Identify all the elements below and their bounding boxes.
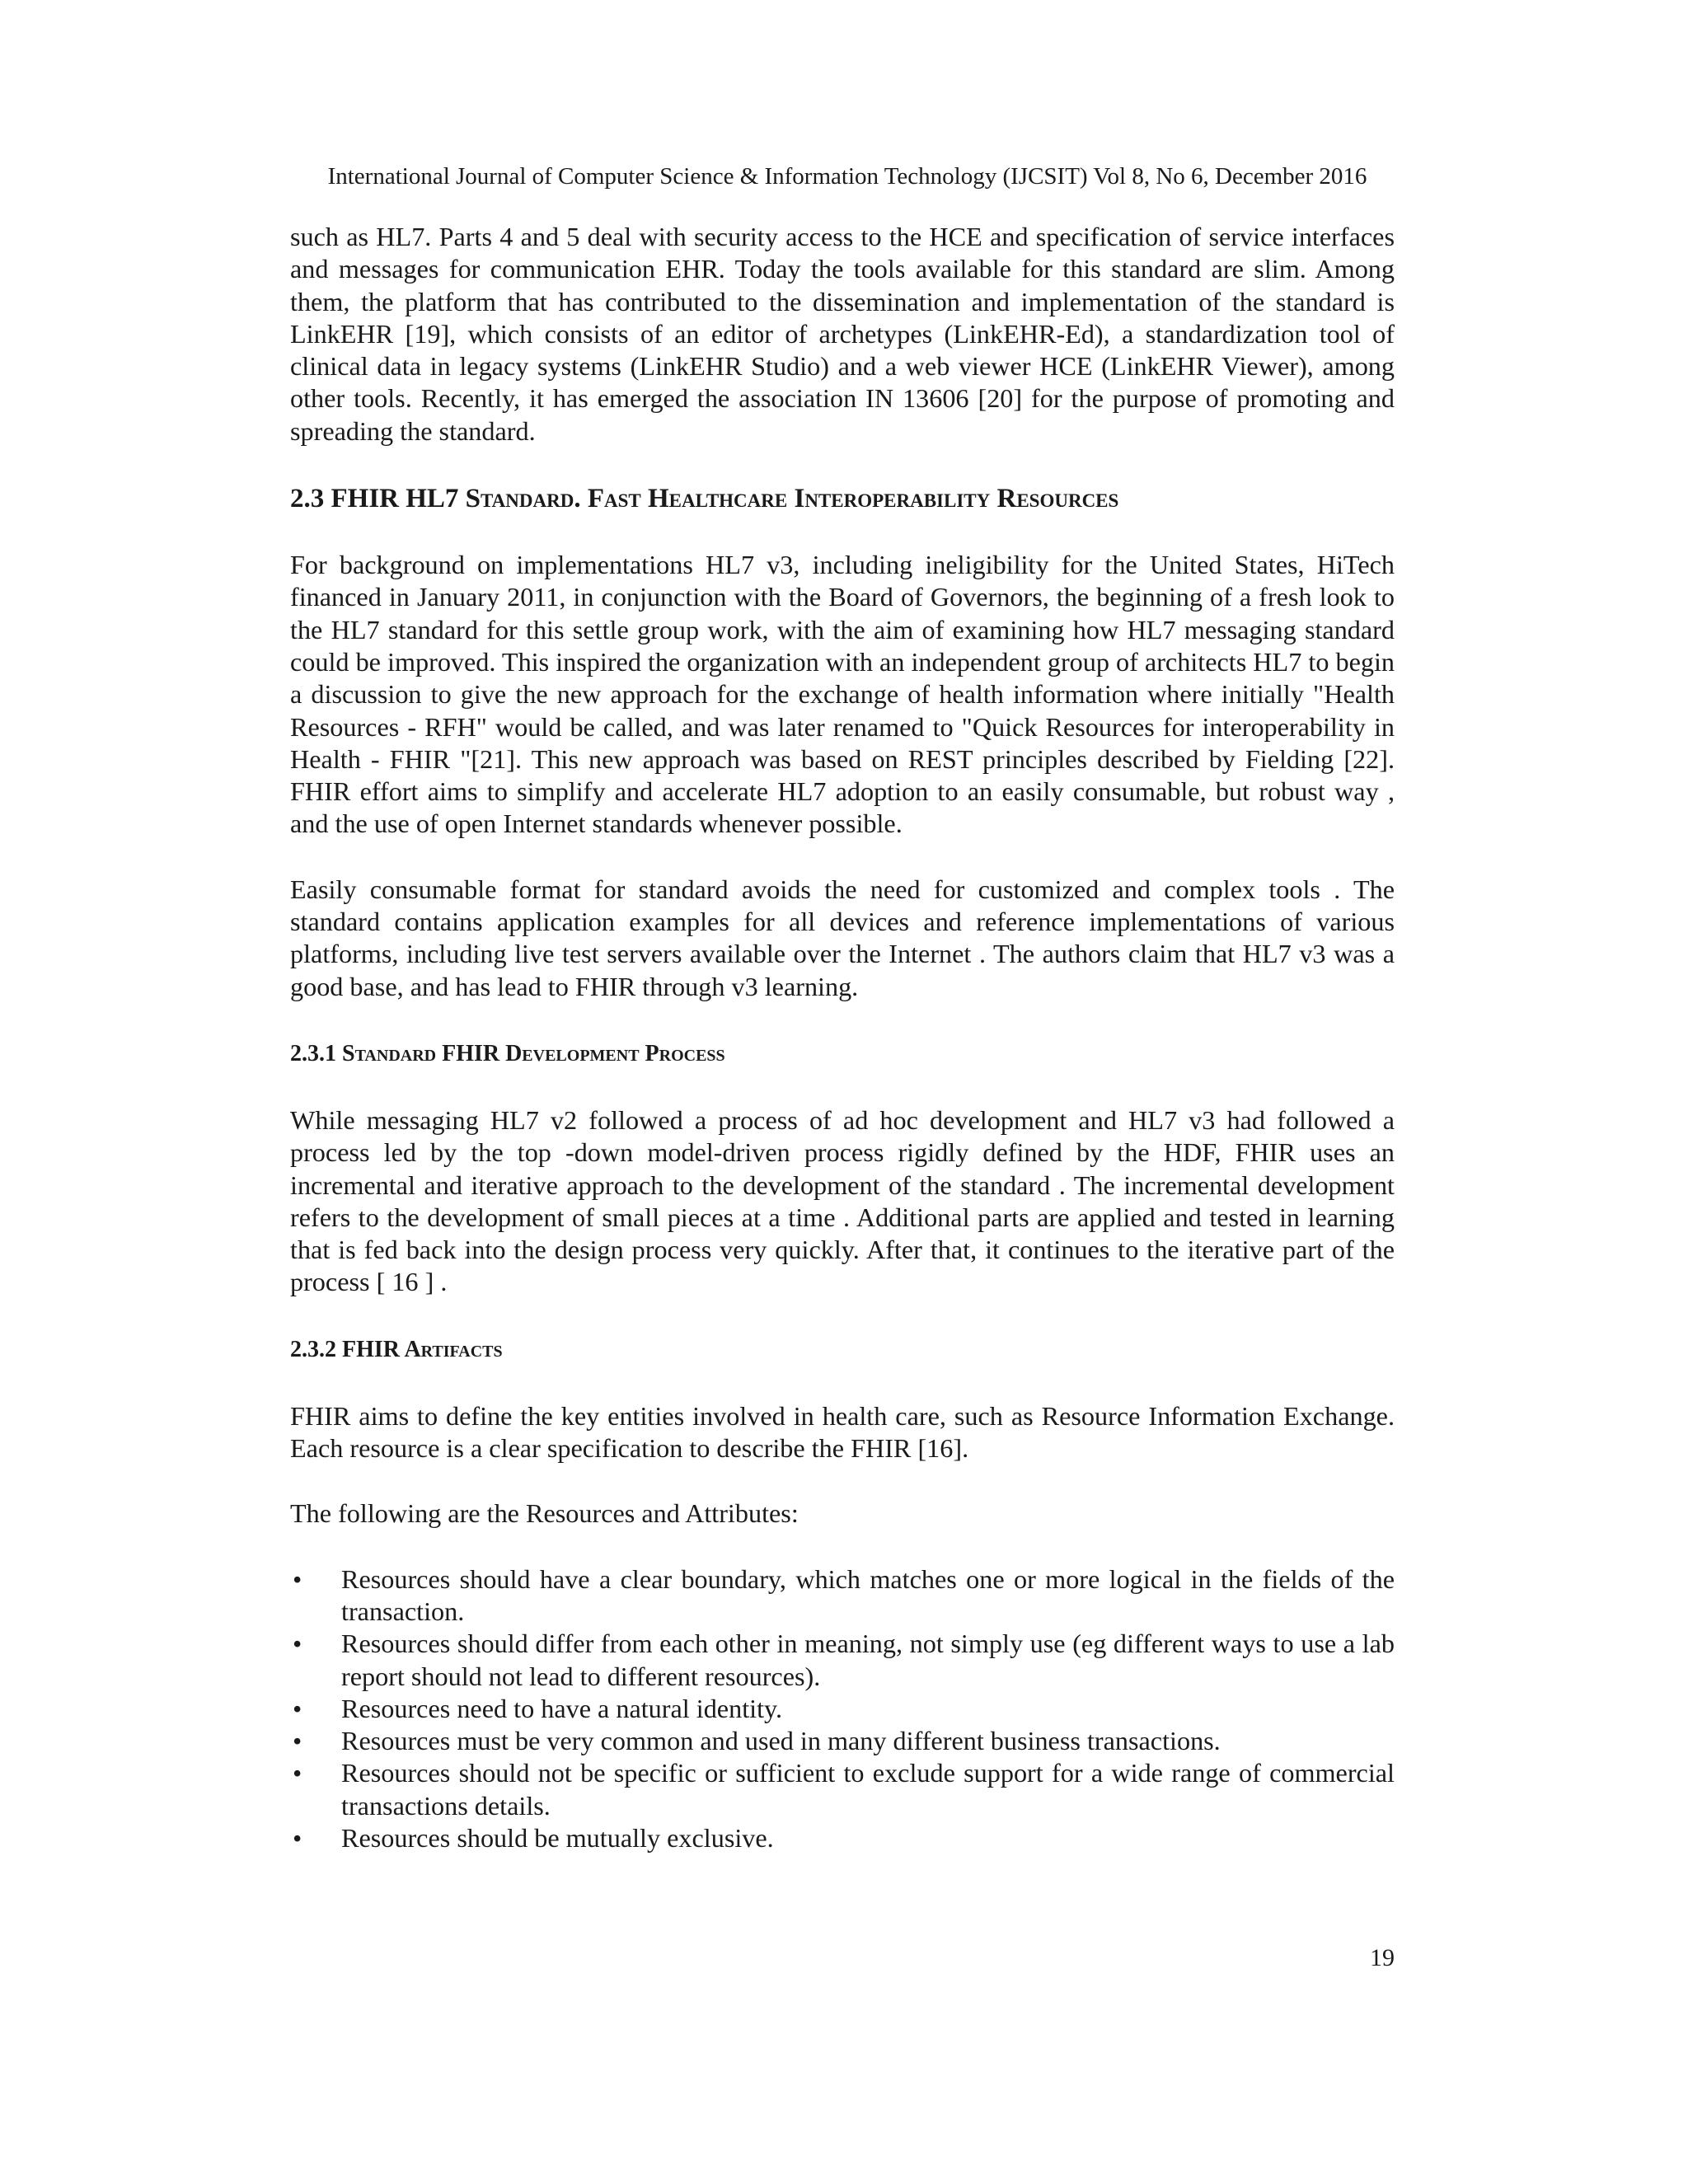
paragraph-intro: such as HL7. Parts 4 and 5 deal with security access to the HCE and specification of service interfaces and messages for communication EHR. Today the tools available for this standard are slim. Among them, the platform that has contributed to the dissemination and implementation of the standard is LinkEHR [19], which consists of an editor of archetypes (LinkEHR-Ed), a standardization tool of clinical data in legacy systems (LinkEHR Studio) and a web viewer HCE (LinkEHR Viewer), among other tools. Recently, it has emerged the association IN 13606 [20] for the purpose of promoting and spreading the standard. [290,222,1395,446]
list-item-text: Resources need to have a natural identity. [341,1693,783,1723]
list-item-text: Resources should have a clear boundary, which matches one or more logical in the fields of the transaction. [341,1563,1395,1626]
paragraph-artifacts: FHIR aims to define the key entities involved in health care, such as Resource Information Exchange. Each resource is a clear specification to describe the FHIR [16]. [290,1400,1395,1464]
section-heading-2-3: 2.3 FHIR HL7 Standard. Fast Healthcare Interoperability Resources [290,484,1119,514]
list-item-text: Resources should not be specific or sufficient to exclude support for a wide range of commercial transactions details. [341,1758,1395,1821]
bullet-icon: • [293,1629,302,1659]
list-item [290,1757,1395,1822]
bullet-icon: • [293,1693,302,1723]
list-item-text: Resources should differ from each other in meaning, not simply use (eg different ways to use a lab report should not lead to different resources). [341,1629,1395,1691]
list-item [290,1822,1395,1854]
running-head: International Journal of Computer Science & Information Technology (IJCSIT) Vol 8, No 6, December 2016 [327,163,1367,190]
list-item [290,1725,1395,1757]
list-item [290,1693,1395,1725]
paragraph-following: The following are the Resources and Attributes: [290,1498,799,1529]
page-number: 19 [1370,1944,1395,1971]
resource-attributes-list [290,1563,1395,1855]
paragraph-background: For background on implementations HL7 v3, including ineligibility for the United States, HiTech financed in January 2011, in conjunction with the Board of Governors, the beginning of a fresh look to the HL7 standard for this settle group work, with the aim of examining how HL7 messaging standard could be improved. This inspired the organization with an independent group of architects HL7 to begin a discussion to give the new approach for the exchange of health information where initially "Health Resources - RFH" would be called, and was later renamed to "Quick Resources for interoperability in Health - FHIR "[21]. This new approach was based on REST principles described by Fielding [22]. FHIR effort aims to simplify and accelerate HL7 adoption to an easily consumable, but robust way , and the use of open Internet standards whenever possible. [290,550,1395,839]
list-item-text: Resources must be very common and used in many different business transactions. [341,1726,1221,1756]
bullet-icon: • [293,1726,302,1756]
paragraph-development: While messaging HL7 v2 followed a process of ad hoc development and HL7 v3 had followed a process led by the top -down model-driven process rigidly defined by the HDF, FHIR uses an incremental and iterative approach to the development of the standard . The incremental development refers to the development of small pieces at a time . Additional parts are applied and tested in learning that is fed back into the design process very quickly. After that, it continues to the iterative part of the process [ 16 ] . [290,1104,1395,1297]
bullet-icon: • [293,1758,302,1788]
bullet-icon: • [293,1563,302,1594]
list-item [290,1628,1395,1693]
paragraph-consumable: Easily consumable format for standard avoids the need for customized and complex tools . The standard contains application examples for all devices and reference implementations of various platforms, including live test servers available over the Internet . The authors claim that HL7 v3 was a good base, and has lead to FHIR through v3 learning. [290,874,1395,1001]
page-body [290,221,1395,1854]
section-heading-2-3-1: 2.3.1 Standard FHIR Development Process [290,1040,725,1066]
list-item-text: Resources should be mutually exclusive. [341,1822,774,1853]
bullet-icon: • [293,1822,302,1853]
list-item [290,1563,1395,1629]
section-heading-2-3-2: 2.3.2 FHIR Artifacts [290,1336,503,1362]
